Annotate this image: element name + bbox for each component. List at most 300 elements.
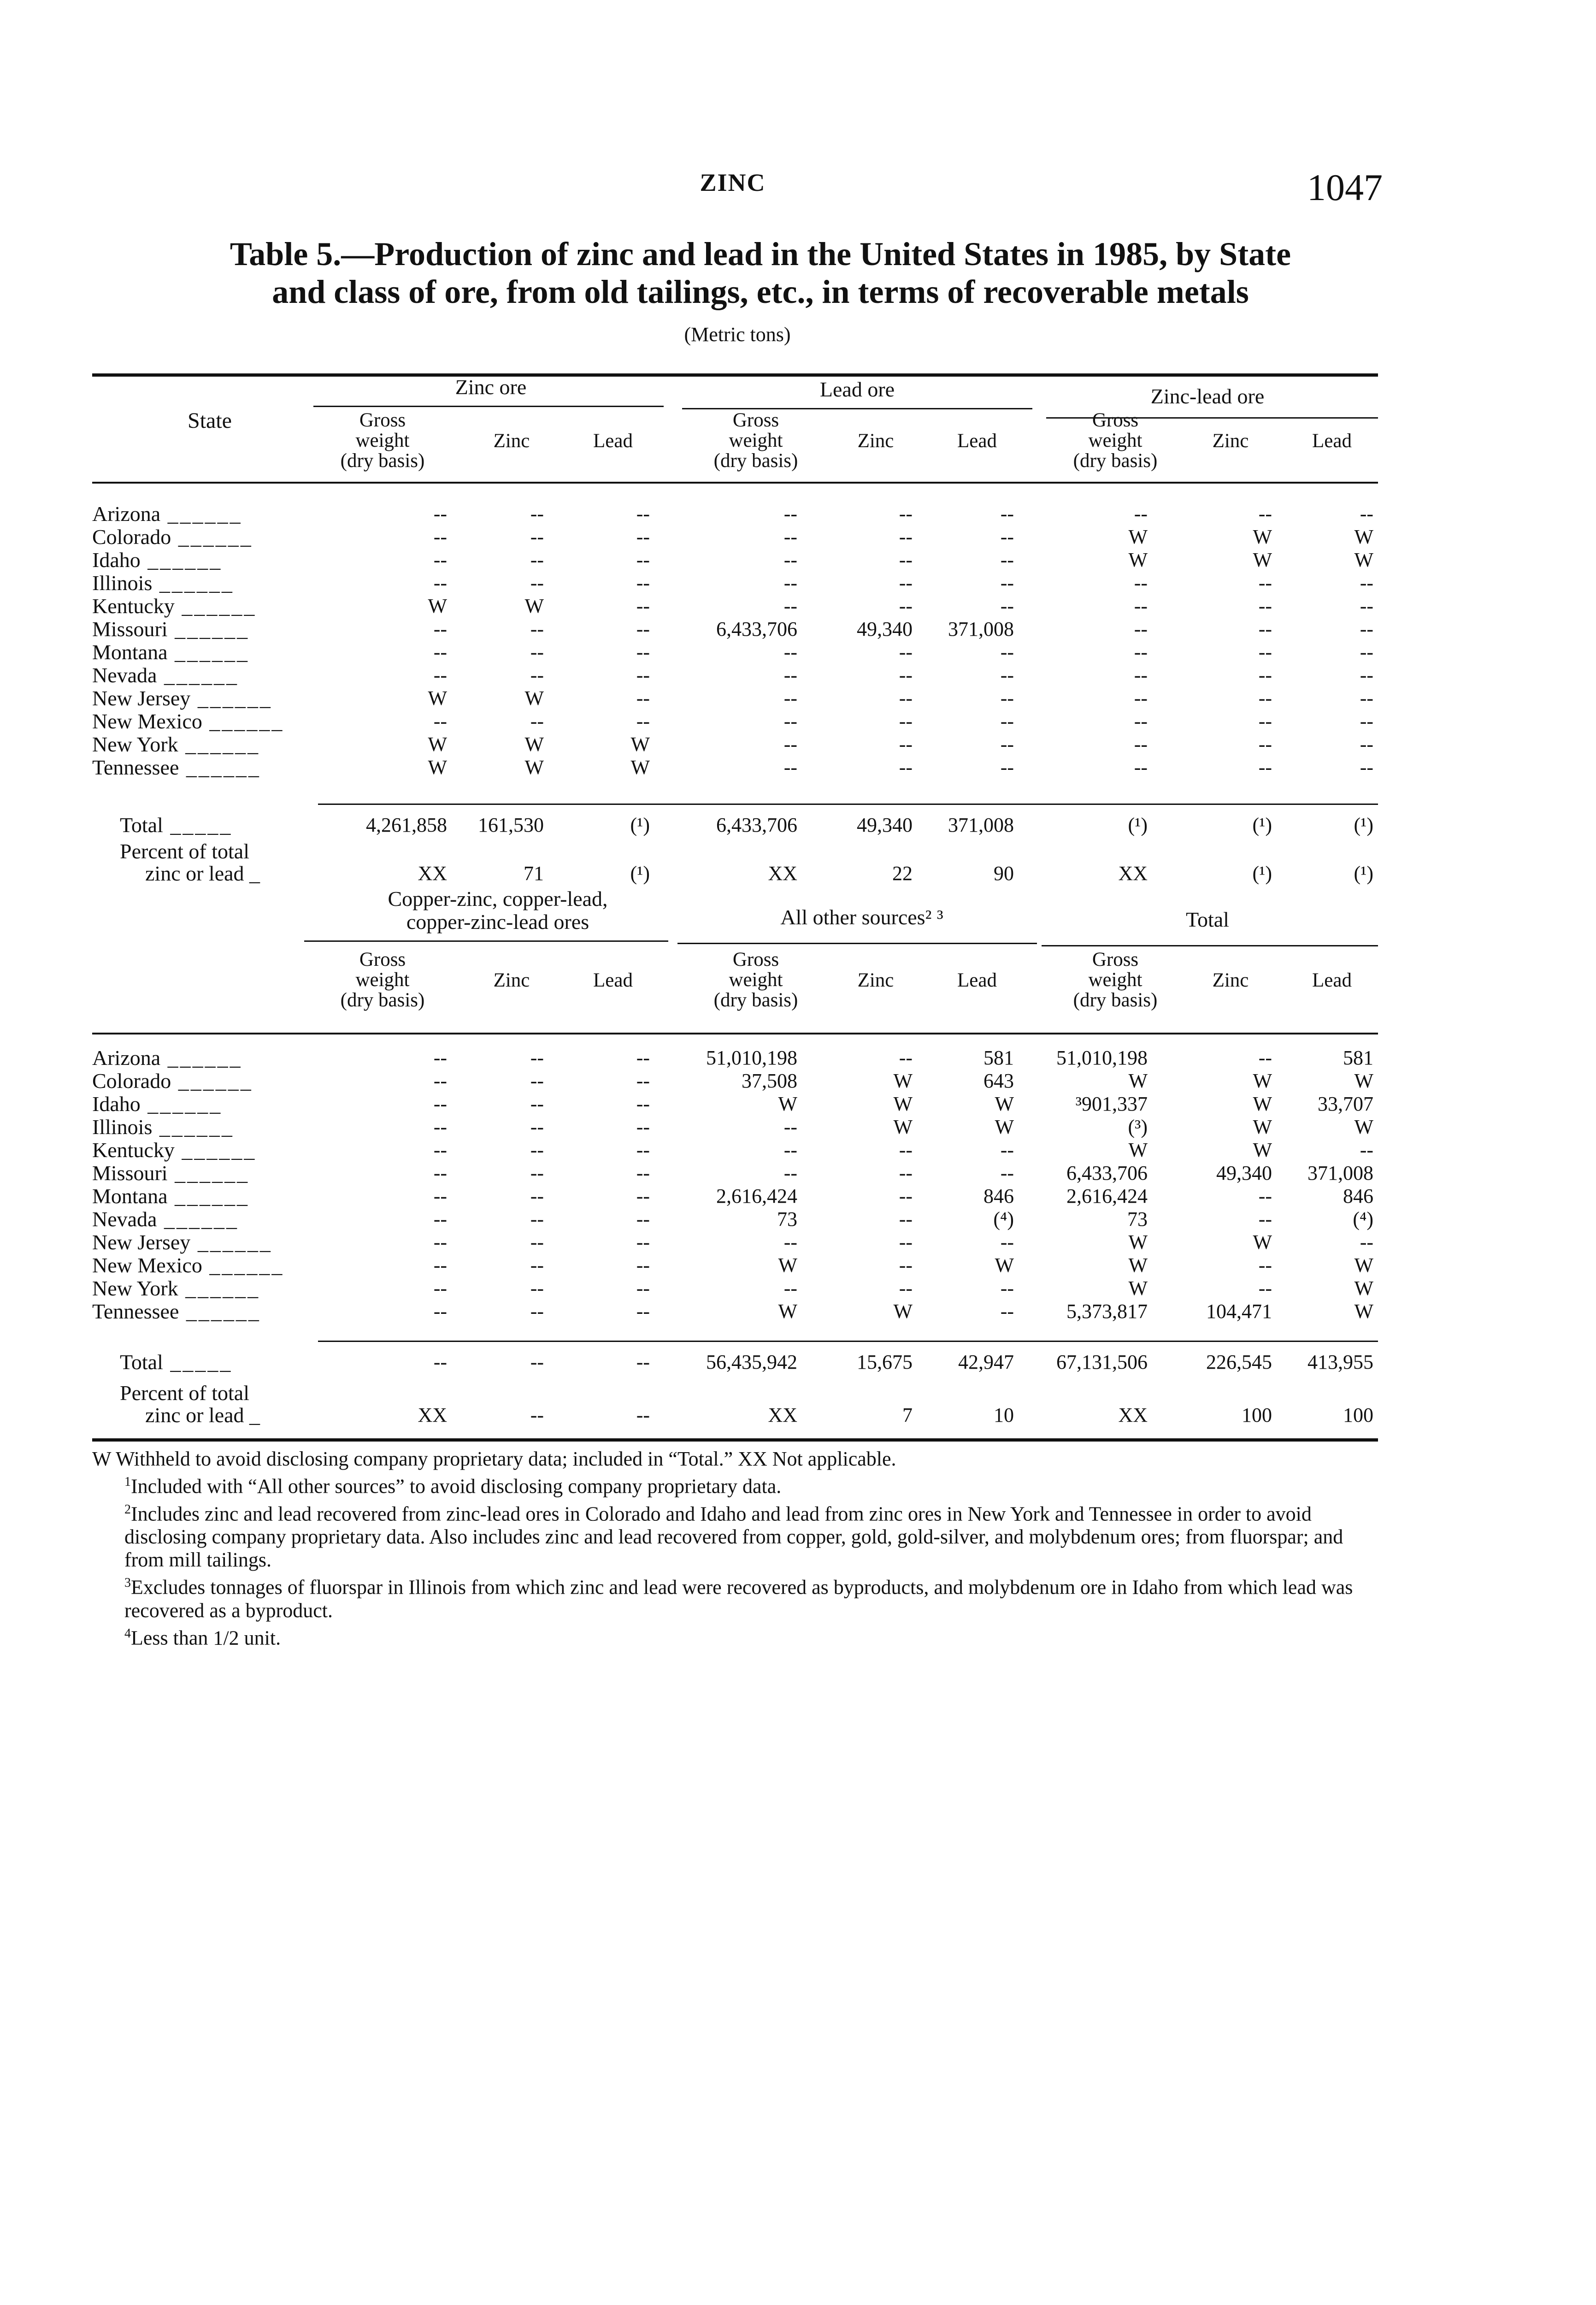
percent-row xyxy=(92,1381,1378,1427)
table-cell: -- xyxy=(433,641,447,663)
table-cell: -- xyxy=(1000,1162,1014,1184)
table-cell: -- xyxy=(1000,664,1014,686)
table-cell: W xyxy=(524,733,544,756)
totals-rule xyxy=(318,804,1378,805)
subheader-gross: Gross xyxy=(732,409,779,431)
table-cell: -- xyxy=(433,1185,447,1207)
total-cell: -- xyxy=(433,1351,447,1373)
state-label: New Jersey ______ xyxy=(92,686,272,710)
table-cell: -- xyxy=(636,1231,650,1253)
table-cell: -- xyxy=(1258,618,1272,640)
table-cell: 49,340 xyxy=(857,618,913,640)
table-cell: -- xyxy=(636,1208,650,1230)
percent-cell: 7 xyxy=(902,1404,913,1426)
table-cell: -- xyxy=(636,664,650,686)
table-cell: -- xyxy=(783,641,797,663)
table-cell: -- xyxy=(899,1162,913,1184)
subheader-weight: weight xyxy=(729,430,783,451)
state-label: New Mexico ______ xyxy=(92,709,284,733)
table-cell: -- xyxy=(899,572,913,594)
table-row xyxy=(92,1231,1378,1254)
table-cell: W xyxy=(1128,1139,1148,1161)
table-cell: -- xyxy=(1000,641,1014,663)
table-cell: -- xyxy=(1258,756,1272,779)
table-row xyxy=(92,1254,1378,1277)
table-cell: -- xyxy=(530,710,544,733)
table-cell: -- xyxy=(636,572,650,594)
table-cell: -- xyxy=(1360,641,1373,663)
group-header-copper-ores xyxy=(323,887,673,934)
subheader-zinc: Zinc xyxy=(1212,430,1249,452)
table-cell: -- xyxy=(1000,526,1014,548)
group-underline xyxy=(313,406,664,407)
percent-cell: XX xyxy=(418,1404,447,1426)
table-row xyxy=(92,549,1378,572)
group-underline xyxy=(677,943,1037,944)
subheader-lead: Lead xyxy=(957,969,997,991)
table-cell: -- xyxy=(636,1277,650,1300)
table-cell: -- xyxy=(433,572,447,594)
table-cell: -- xyxy=(636,618,650,640)
table-cell: -- xyxy=(433,618,447,640)
state-label: Kentucky ______ xyxy=(92,594,257,618)
table-cell: -- xyxy=(636,1185,650,1207)
table-cell: -- xyxy=(433,526,447,548)
table-cell: -- xyxy=(530,1139,544,1161)
subheader-gross-weight xyxy=(687,950,825,1011)
table-cell: -- xyxy=(530,664,544,686)
percent-cell: 100 xyxy=(1343,1404,1373,1426)
table-cell: -- xyxy=(1258,641,1272,663)
table-cell: -- xyxy=(636,1254,650,1277)
state-label: Arizona ______ xyxy=(92,1046,242,1070)
table-cell: -- xyxy=(899,710,913,733)
group-header-zinc-lead-ore: Zinc-lead ore xyxy=(1150,384,1265,408)
table-cell: W xyxy=(428,595,447,617)
total-cell: 4,261,858 xyxy=(366,814,447,836)
state-label: Arizona ______ xyxy=(92,502,242,526)
table-cell: W xyxy=(893,1116,913,1138)
percent-cell: 100 xyxy=(1242,1404,1272,1426)
table-cell: W xyxy=(630,733,650,756)
table-cell: W xyxy=(1253,1093,1272,1115)
table-cell: 2,616,424 xyxy=(716,1185,797,1207)
table-cell: ³901,337 xyxy=(1075,1093,1148,1115)
percent-cell: -- xyxy=(530,1404,544,1426)
table-cell: -- xyxy=(1134,618,1148,640)
table-cell: W xyxy=(1128,526,1148,548)
table-cell: -- xyxy=(433,1162,447,1184)
total-cell: (¹) xyxy=(1252,814,1272,836)
table-cell: -- xyxy=(783,1231,797,1253)
table-row xyxy=(92,1277,1378,1300)
subheader-weight: weight xyxy=(1088,969,1143,991)
table-cell: W xyxy=(1253,1139,1272,1161)
table-cell: -- xyxy=(1258,1208,1272,1230)
subheader-zinc: Zinc xyxy=(493,969,530,991)
table-cell: -- xyxy=(433,1139,447,1161)
total-cell: (¹) xyxy=(1128,814,1148,836)
table-title-line-1: Table 5.—Production of zinc and lead in the United States in 1985, by State xyxy=(230,236,1291,272)
table-cell: 371,008 xyxy=(948,618,1014,640)
table-cell: -- xyxy=(433,1277,447,1300)
table-cell: 37,508 xyxy=(742,1070,797,1092)
table-cell: -- xyxy=(530,1046,544,1069)
total-cell: 413,955 xyxy=(1307,1351,1373,1373)
table-row xyxy=(92,572,1378,595)
subheader-zinc: Zinc xyxy=(1212,969,1249,991)
table-cell: -- xyxy=(433,502,447,525)
subheader-gross-weight xyxy=(318,410,447,471)
table-cell: -- xyxy=(783,502,797,525)
total-cell: 67,131,506 xyxy=(1056,1351,1148,1373)
table-cell: -- xyxy=(433,1300,447,1323)
total-cell: 15,675 xyxy=(857,1351,913,1373)
table-cell: -- xyxy=(636,1300,650,1323)
total-cell: 226,545 xyxy=(1206,1351,1272,1373)
state-label: New York ______ xyxy=(92,1277,260,1300)
header-rule xyxy=(92,482,1378,484)
table-cell: -- xyxy=(530,1185,544,1207)
table-cell: W xyxy=(1128,1277,1148,1300)
subheader-lead: Lead xyxy=(957,430,997,452)
table-cell: -- xyxy=(1134,595,1148,617)
state-label: Tennessee ______ xyxy=(92,1300,261,1323)
table-cell: -- xyxy=(530,549,544,571)
table-cell: W xyxy=(428,756,447,779)
table-cell: W xyxy=(1354,526,1373,548)
state-label: New York ______ xyxy=(92,733,260,756)
total-cell: -- xyxy=(530,1351,544,1373)
table-cell: -- xyxy=(636,1070,650,1092)
table-cell: -- xyxy=(899,595,913,617)
table-cell: -- xyxy=(1258,1185,1272,1207)
subheader-lead: Lead xyxy=(1312,430,1352,452)
percent-cell: 71 xyxy=(524,862,544,885)
table-row xyxy=(92,526,1378,549)
subheader-gross: Gross xyxy=(1092,949,1139,970)
subheader-dry: (dry basis) xyxy=(713,989,798,1011)
table-cell: W xyxy=(1354,1254,1373,1277)
table-cell: -- xyxy=(1000,549,1014,571)
table-cell: -- xyxy=(530,1070,544,1092)
table-row xyxy=(92,1046,1378,1070)
table-cell: (⁴) xyxy=(993,1208,1014,1230)
table-cell: W xyxy=(1354,1070,1373,1092)
percent-cell: (¹) xyxy=(1252,862,1272,885)
state-label: New Mexico ______ xyxy=(92,1253,284,1277)
table-cell: -- xyxy=(899,526,913,548)
group-header-copper-ores-line-2: copper-zinc-lead ores xyxy=(406,910,589,934)
percent-cell: 10 xyxy=(994,1404,1014,1426)
table-cell: -- xyxy=(1360,756,1373,779)
table-row xyxy=(92,733,1378,756)
table-cell: W xyxy=(778,1300,797,1323)
table-cell: -- xyxy=(530,526,544,548)
table-cell: -- xyxy=(783,595,797,617)
table-cell: -- xyxy=(1000,733,1014,756)
table-cell: -- xyxy=(783,1277,797,1300)
table-cell: W xyxy=(428,687,447,709)
table-cell: 846 xyxy=(1343,1185,1373,1207)
table-cell: 104,471 xyxy=(1206,1300,1272,1323)
table-row xyxy=(92,595,1378,618)
table-cell: -- xyxy=(530,1162,544,1184)
subheader-dry: (dry basis) xyxy=(713,450,798,472)
table-cell: W xyxy=(1128,1070,1148,1092)
table-cell: -- xyxy=(636,526,650,548)
table-cell: 73 xyxy=(777,1208,797,1230)
table-cell: 371,008 xyxy=(1307,1162,1373,1184)
table-cell: W xyxy=(995,1254,1014,1277)
table-cell: -- xyxy=(1000,572,1014,594)
percent-row xyxy=(92,839,1378,885)
subheader-lead: Lead xyxy=(593,430,633,452)
table-cell: -- xyxy=(783,526,797,548)
table-row xyxy=(92,1162,1378,1185)
table-cell: -- xyxy=(899,1254,913,1277)
subheader-gross: Gross xyxy=(1092,409,1139,431)
table-title xyxy=(138,235,1383,311)
total-row xyxy=(92,814,1378,837)
table-cell: -- xyxy=(530,1208,544,1230)
table-cell: -- xyxy=(433,1231,447,1253)
subheader-gross: Gross xyxy=(359,949,406,970)
table-row xyxy=(92,687,1378,710)
table-cell: -- xyxy=(1134,641,1148,663)
percent-cell: 90 xyxy=(994,862,1014,885)
table-cell: -- xyxy=(433,549,447,571)
table-cell: -- xyxy=(1258,572,1272,594)
table-cell: -- xyxy=(1258,733,1272,756)
table-cell: W xyxy=(1253,1070,1272,1092)
total-label: Total _____ xyxy=(120,1350,233,1374)
table-cell: W xyxy=(428,733,447,756)
group-header-zinc-ore: Zinc ore xyxy=(455,375,527,399)
subheader-dry: (dry basis) xyxy=(1073,989,1158,1011)
table-cell: -- xyxy=(1134,687,1148,709)
state-label: Nevada ______ xyxy=(92,1207,239,1231)
table-cell: -- xyxy=(530,618,544,640)
table-cell: 49,340 xyxy=(1216,1162,1272,1184)
percent-cell: XX xyxy=(768,1404,797,1426)
table-cell: -- xyxy=(783,664,797,686)
subheader-zinc: Zinc xyxy=(857,969,894,991)
table-cell: 6,433,706 xyxy=(1066,1162,1148,1184)
table-cell: W xyxy=(893,1093,913,1115)
total-cell: 371,008 xyxy=(948,814,1014,836)
group-underline xyxy=(304,940,668,942)
table-cell: -- xyxy=(899,733,913,756)
table-cell: -- xyxy=(1134,502,1148,525)
footnote-2: $^2$Includes zinc and lead recovered from zinc-lead ores in Colorado and Idaho and lead from zinc ores in New York and Tennessee in order to avoid disclosing company proprietary data. Also includes zinc and lead recovered from copper, gold, gold-silver, and molybdenum ores; from fluorspar; and from mill tailings. xyxy=(124,1502,1343,1572)
table-cell: -- xyxy=(1258,1277,1272,1300)
table-cell: 51,010,198 xyxy=(1056,1046,1148,1069)
subheader-weight: weight xyxy=(1088,430,1143,451)
group-header-copper-ores-line-1: Copper-zinc, copper-lead, xyxy=(388,887,608,910)
table-cell: 6,433,706 xyxy=(716,618,797,640)
table-cell: -- xyxy=(433,1254,447,1277)
table-cell: (⁴) xyxy=(1353,1208,1373,1230)
table-cell: -- xyxy=(1134,572,1148,594)
total-cell: 161,530 xyxy=(478,814,544,836)
table-cell: -- xyxy=(433,1046,447,1069)
table-cell: -- xyxy=(1360,664,1373,686)
table-cell: -- xyxy=(636,1139,650,1161)
table-cell: -- xyxy=(1000,710,1014,733)
table-cell: -- xyxy=(1360,502,1373,525)
table-cell: -- xyxy=(1258,664,1272,686)
table-cell: -- xyxy=(1360,618,1373,640)
group-header-lead-ore: Lead ore xyxy=(819,378,895,401)
table-cell: -- xyxy=(433,710,447,733)
table-cell: -- xyxy=(1258,710,1272,733)
subheader-zinc: Zinc xyxy=(857,430,894,452)
state-label: Tennessee ______ xyxy=(92,756,261,779)
group-underline xyxy=(1042,945,1378,946)
table-cell: W xyxy=(778,1254,797,1277)
table-cell: 581 xyxy=(1343,1046,1373,1069)
table-cell: -- xyxy=(1360,572,1373,594)
table-row xyxy=(92,618,1378,641)
units-note: (Metric tons) xyxy=(684,323,791,346)
table-cell: -- xyxy=(636,641,650,663)
state-label: Montana ______ xyxy=(92,1184,250,1208)
total-cell: 42,947 xyxy=(958,1351,1014,1373)
table-cell: 51,010,198 xyxy=(706,1046,797,1069)
subheader-gross: Gross xyxy=(359,409,406,431)
table-cell: -- xyxy=(783,572,797,594)
table-cell: -- xyxy=(899,1231,913,1253)
percent-label-line-1: Percent of total xyxy=(120,1381,250,1405)
table-cell: -- xyxy=(636,595,650,617)
table-cell: 643 xyxy=(984,1070,1014,1092)
table-cell: -- xyxy=(636,1093,650,1115)
percent-label-line-2: zinc or lead _ xyxy=(145,1403,260,1427)
table-cell: -- xyxy=(1000,1300,1014,1323)
subheader-lead: Lead xyxy=(1312,969,1352,991)
table-cell: W xyxy=(1253,526,1272,548)
subheader-weight: weight xyxy=(355,969,410,991)
table-cell: -- xyxy=(1258,502,1272,525)
table-cell: -- xyxy=(530,1093,544,1115)
table-cell: W xyxy=(778,1093,797,1115)
table-cell: W xyxy=(1253,549,1272,571)
table-cell: -- xyxy=(530,1300,544,1323)
top-rule xyxy=(92,373,1378,377)
table-cell: 2,616,424 xyxy=(1066,1185,1148,1207)
table-row xyxy=(92,664,1378,687)
table-row xyxy=(92,1208,1378,1231)
table-cell: -- xyxy=(1000,687,1014,709)
subheader-dry: (dry basis) xyxy=(340,450,425,472)
bottom-rule xyxy=(92,1438,1378,1442)
state-label: Illinois ______ xyxy=(92,1115,234,1139)
subheader-gross-weight xyxy=(687,410,825,471)
group-header-total: Total xyxy=(1186,908,1229,931)
table-cell: W xyxy=(1253,1116,1272,1138)
percent-label-line-2: zinc or lead _ xyxy=(145,862,260,885)
state-label: Idaho ______ xyxy=(92,548,223,572)
table-cell: W xyxy=(995,1116,1014,1138)
subheader-gross: Gross xyxy=(732,949,779,970)
subheader-lead: Lead xyxy=(593,969,633,991)
table-cell: -- xyxy=(899,756,913,779)
table-cell: W xyxy=(1253,1231,1272,1253)
table-cell: -- xyxy=(1000,1231,1014,1253)
subheader-dry: (dry basis) xyxy=(340,989,425,1011)
table-cell: -- xyxy=(899,1046,913,1069)
table-row xyxy=(92,710,1378,733)
table-cell: -- xyxy=(1000,756,1014,779)
table-row xyxy=(92,1139,1378,1162)
running-head: ZINC xyxy=(700,169,766,196)
table-cell: (³) xyxy=(1128,1116,1148,1138)
total-cell: 49,340 xyxy=(857,814,913,836)
table-row xyxy=(92,1093,1378,1116)
table-cell: -- xyxy=(899,687,913,709)
table-cell: -- xyxy=(1000,595,1014,617)
table-cell: W xyxy=(1354,1277,1373,1300)
footnote-w: W Withheld to avoid disclosing company proprietary data; included in “Total.” XX Not applicable. xyxy=(92,1448,896,1470)
percent-cell: XX xyxy=(1118,862,1148,885)
total-label: Total _____ xyxy=(120,813,233,837)
table-cell: -- xyxy=(1360,710,1373,733)
table-cell: -- xyxy=(1258,687,1272,709)
subheader-dry: (dry basis) xyxy=(1073,450,1158,472)
subheader-gross-weight xyxy=(1046,950,1184,1011)
table-cell: W xyxy=(1128,1254,1148,1277)
table-cell: -- xyxy=(530,1231,544,1253)
table-cell: W xyxy=(995,1093,1014,1115)
table-cell: -- xyxy=(530,1254,544,1277)
table-cell: -- xyxy=(899,1139,913,1161)
subheader-weight: weight xyxy=(729,969,783,991)
table-cell: W xyxy=(893,1070,913,1092)
table-cell: -- xyxy=(1000,1139,1014,1161)
table-row xyxy=(92,756,1378,779)
table-cell: -- xyxy=(1134,756,1148,779)
page-number: 1047 xyxy=(1307,166,1383,208)
state-label: Montana ______ xyxy=(92,640,250,664)
table-cell: 5,373,817 xyxy=(1066,1300,1148,1323)
table-cell: -- xyxy=(1360,1139,1373,1161)
table-cell: -- xyxy=(1134,710,1148,733)
percent-cell: XX xyxy=(1118,1404,1148,1426)
table-cell: -- xyxy=(783,756,797,779)
table-cell: -- xyxy=(1258,1046,1272,1069)
table-cell: -- xyxy=(783,710,797,733)
table-cell: -- xyxy=(899,641,913,663)
table-title-line-2: and class of ore, from old tailings, etc., in terms of recoverable metals xyxy=(272,273,1249,310)
table-cell: -- xyxy=(783,549,797,571)
table-cell: -- xyxy=(530,1277,544,1300)
table-cell: W xyxy=(524,687,544,709)
state-column-header: State xyxy=(188,408,232,433)
table-cell: 846 xyxy=(984,1185,1014,1207)
total-cell: -- xyxy=(636,1351,650,1373)
table-cell: -- xyxy=(899,549,913,571)
table-cell: -- xyxy=(530,1116,544,1138)
table-cell: 581 xyxy=(984,1046,1014,1069)
table-cell: -- xyxy=(1134,664,1148,686)
totals-rule xyxy=(318,1341,1378,1342)
header-rule xyxy=(92,1033,1378,1034)
table-cell: -- xyxy=(636,549,650,571)
table-cell: -- xyxy=(636,502,650,525)
table-cell: -- xyxy=(1360,595,1373,617)
total-cell: 6,433,706 xyxy=(716,814,797,836)
